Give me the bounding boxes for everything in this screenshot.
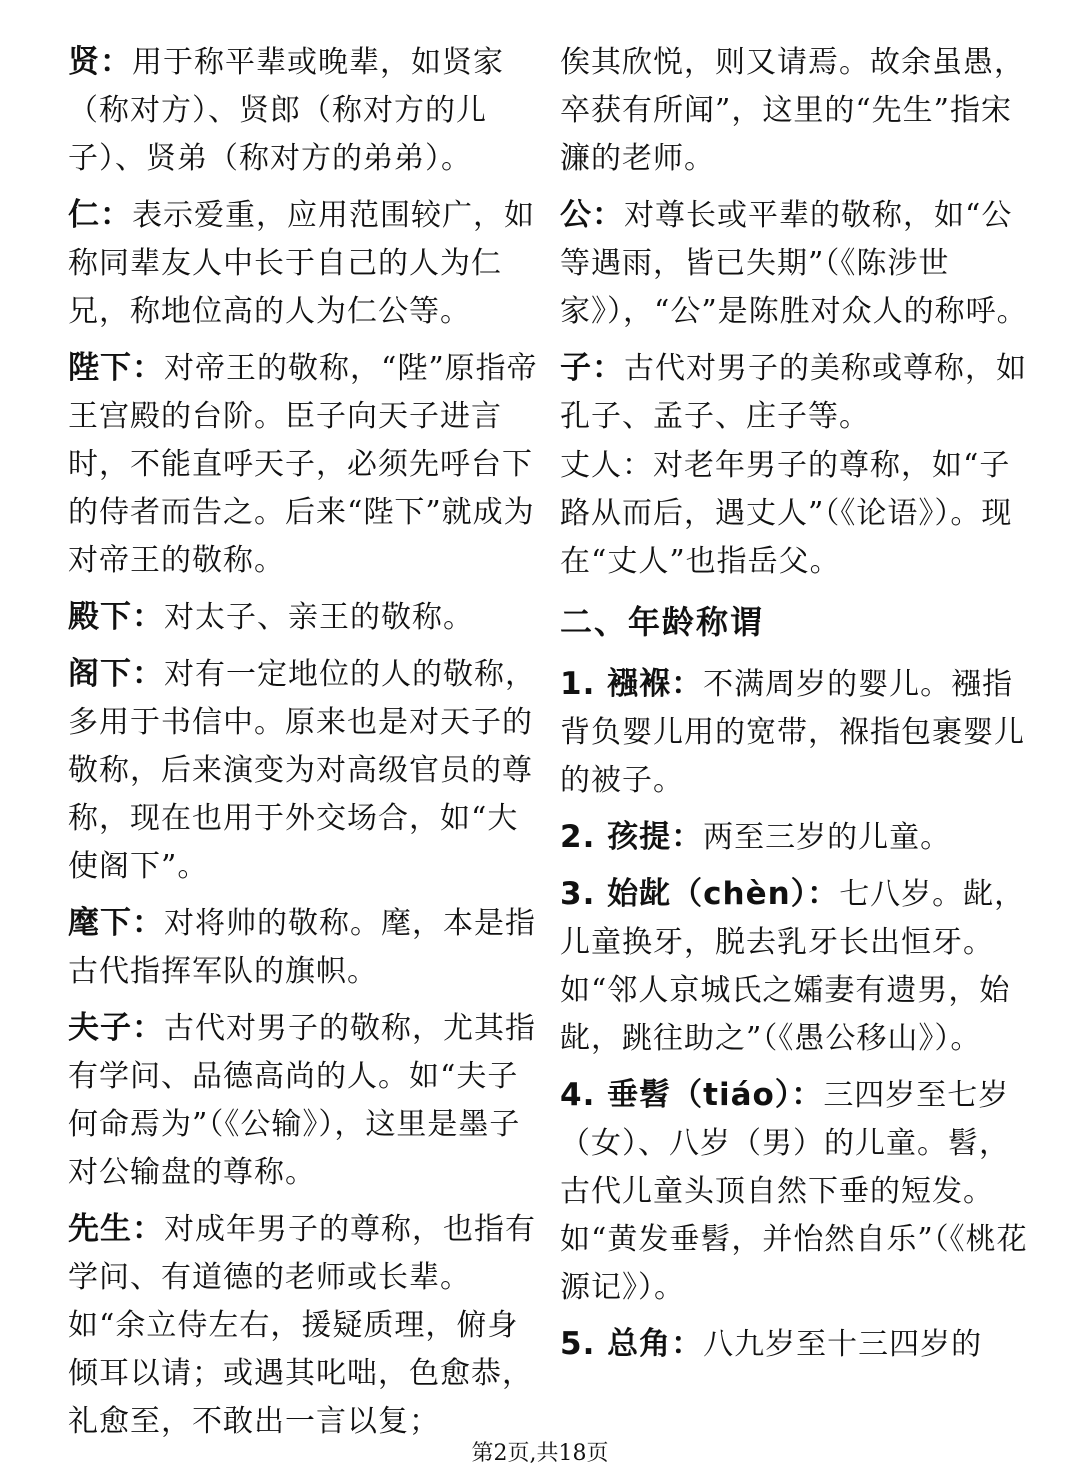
entry-definition: 俟其欣悦，则又请焉。故余虽愚，卒获有所闻”，这里的“先生”指宋濂的老师。 — [560, 45, 1025, 176]
entry-zi — [560, 344, 1030, 441]
entry-chuitiao — [560, 1071, 1030, 1312]
entry-haiti — [560, 813, 1030, 862]
entry-term: 阁下： — [68, 656, 164, 692]
entry-term: 2. 孩提： — [560, 819, 704, 855]
entry-term: 公： — [560, 197, 624, 233]
entry-definition: 对将帅的敬称。麾，本是指古代指挥军队的旗帜。 — [68, 906, 536, 989]
entry-definition: 不满周岁的婴儿。襁指背负婴儿用的宽带，褓指包裹婴儿的被子。 — [560, 667, 1025, 798]
entry-gong — [560, 191, 1030, 336]
entry-zhangren — [560, 441, 1030, 586]
entry-definition: 七八岁。龀，儿童换牙，脱去乳牙长出恒牙。如“邻人京城氏之孀妻有遗男，始龀，跳往助之”（《愚公移山》）。 — [560, 877, 1026, 1056]
entry-definition: 三四岁至七岁（女）、八岁（男）的儿童。髫，古代儿童头顶自然下垂的短发。如“黄发垂髫，并怡然自乐”（《桃花源记》）。 — [560, 1078, 1028, 1305]
entry-xiansheng — [68, 1205, 538, 1446]
entry-term: 1. 襁褓： — [560, 666, 704, 702]
entry-definition: 用于称平辈或晚辈，如贤家（称对方）、贤郎（称对方的儿子）、贤弟（称对方的弟弟）。 — [68, 45, 504, 176]
section-title: 二、年龄称谓 — [560, 603, 765, 641]
entry-definition: 对有一定地位的人的敬称，多用于书信中。原来也是对天子的敬称，后来演变为对高级官员的尊称，现在也用于外交场合，如“大使阁下”。 — [68, 657, 536, 884]
entry-definition: 对帝王的敬称，“陛”原指帝王宫殿的台阶。臣子向天子进言时，不能直呼天子，必须先呼台下的侍者而告之。后来“陛下”就成为对帝王的敬称。 — [68, 351, 538, 578]
entry-shichen — [560, 870, 1030, 1063]
entry-term: 子： — [560, 350, 624, 386]
entry-definition: 两至三岁的儿童。 — [703, 820, 952, 855]
entry-ren — [68, 191, 538, 336]
entry-term: 陛下： — [68, 350, 164, 386]
entry-qiangbao — [560, 660, 1030, 805]
entry-definition: 对尊长或平辈的敬称，如“公等遇雨，皆已失期”（《陈涉世家》），“公”是陈胜对众人的称呼。 — [560, 198, 1028, 329]
entry-huixia — [68, 899, 538, 996]
entry-xian — [68, 38, 538, 183]
page-number: 第2页,共18页 — [471, 1441, 609, 1466]
entry-definition: 八九岁至十三四岁的 — [703, 1327, 983, 1362]
entry-term: 夫子： — [68, 1010, 164, 1046]
right-column — [560, 38, 1030, 1377]
entry-term: 殿下： — [68, 599, 164, 635]
entry-term: 贤： — [68, 44, 132, 80]
entry-definition: 对太子、亲王的敬称。 — [164, 600, 474, 635]
entry-xiansheng-continued — [560, 38, 1030, 183]
entry-term: 仁： — [68, 197, 132, 233]
entry-definition: 古代对男子的敬称，尤其指有学问、品德高尚的人。如“夫子何命焉为”（《公输》），这里是墨子对公输盘的尊称。 — [68, 1011, 536, 1190]
entry-dianxia — [68, 593, 538, 642]
entry-term: 麾下： — [68, 905, 164, 941]
entry-definition: 表示爱重，应用范围较广，如称同辈友人中长于自己的人为仁兄，称地位高的人为仁公等。 — [68, 198, 535, 329]
entry-term: 先生： — [68, 1211, 164, 1247]
entry-bixia — [68, 344, 538, 585]
entry-definition: 丈人：对老年男子的尊称，如“子路从而后，遇丈人”（《论语》）。现在“丈人”也指岳父。 — [560, 448, 1013, 579]
entry-gexia — [68, 650, 538, 891]
entry-zongjiao — [560, 1320, 1030, 1369]
entry-definition: 古代对男子的美称或尊称，如孔子、孟子、庄子等。 — [560, 351, 1027, 434]
entry-fuzi — [68, 1004, 538, 1197]
entry-term: 4. 垂髫（tiáo）： — [560, 1077, 824, 1113]
entry-term: 3. 始龀（chèn）： — [560, 876, 840, 912]
left-column — [68, 38, 538, 1454]
entry-definition: 对成年男子的尊称，也指有学问、有道德的老师或长辈。如“余立侍左右，援疑质理，俯身倾耳以请；或遇其叱咄，色愈恭，礼愈至，不敢出一言以复； — [68, 1212, 536, 1439]
entry-term: 5. 总角： — [560, 1326, 704, 1362]
